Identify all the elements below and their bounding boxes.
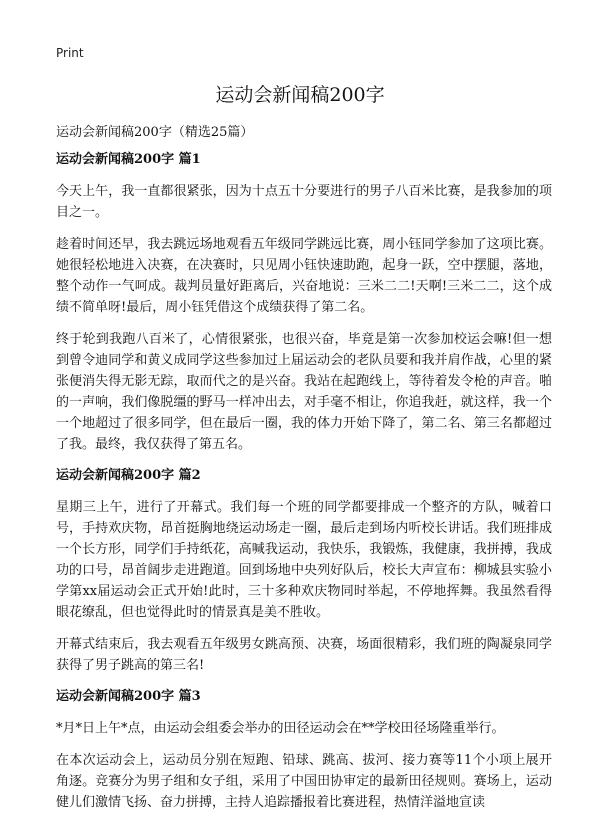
paragraph: *月*日上午*点，由运动会组委会举办的田径运动会在**学校田径场隆重举行。: [56, 721, 505, 736]
paragraph: 终于轮到我跑八百米了，心情很紧张，也很兴奋，毕竟是第一次参加校运会嘛!但一想到曾令迪同学和黄义成同学这些参加过上届运动会的老队员要和我并肩作战，心里的紧张便消失得无影无踪，取而代之的是兴奋。我站在起跑线上，等待着发令枪的声音。啪的一声响，我们像脱缰的野马一样冲出去，对手毫不相让，你追我赶，就这样，我一个一个地超过了很多同学，但在最后一圈，我的体力开始下降了，第二名、第三名都超过了我。最终，我仅获得了第五名。: [56, 332, 552, 452]
paragraph: 开幕式结束后，我去观看五年级男女跳高预、决赛，场面很精彩，我们班的陶凝泉同学获得了男子跳高的第三名!: [56, 637, 552, 673]
subtitle: 运动会新闻稿200字（精选25篇）: [56, 125, 254, 140]
article-body: [56, 150, 552, 824]
section-2: [56, 466, 552, 676]
print-link[interactable]: Print: [56, 46, 84, 60]
paragraph: 在本次运动会上，运动员分别在短跑、铅球、跳高、拔河、接力赛等11个小项上展开角逐。竞赛分为男子组和女子组，采用了中国田协审定的最新田径规则。赛场上，运动健儿们激情飞扬、奋力拼搏，主持人追踪播报着比赛进程，热情洋溢地宣读: [56, 753, 552, 810]
paragraph: 趁着时间还早，我去跳远场地观看五年级同学跳远比赛，周小钰同学参加了这项比赛。她很轻松地进入决赛，在决赛时，只见周小钰快速助跑，起身一跃，空中摆腿，落地，整个动作一气呵成。裁判员量好距离后，兴奋地说：三米二二!天啊!三米二二，这个成绩不简单呀!最后，周小钰凭借这个成绩获得了第二名。: [56, 237, 552, 315]
paragraph: 今天上午，我一直都很紧张，因为十点五十分要进行的男子八百米比赛，是我参加的项目之一。: [56, 184, 552, 220]
paragraph: 星期三上午，进行了开幕式。我们每一个班的同学都要排成一个整齐的方队，喊着口号，手持欢庆物，昂首挺胸地绕运动场走一圈，最后走到场内听校长讲话。我们班排成一个长方形，同学们手持纸花，高喊我运动，我快乐，我锻炼，我健康，我拼搏，我成功的口号，昂首阔步走进跑道。回到场地中央列好队后，校长大声宣布：柳城县实验小学第xx届运动会正式开始!此时，三十多种欢庆物同时举起，不停地挥舞。我虽然看得眼花缭乱，但也觉得此时的情景真是美不胜收。: [56, 500, 552, 620]
section-1: [56, 150, 552, 455]
section-heading: 运动会新闻稿200字 篇2: [56, 468, 201, 483]
page-title: 运动会新闻稿200字: [215, 84, 385, 106]
section-3: [56, 687, 552, 813]
section-heading: 运动会新闻稿200字 篇3: [56, 689, 201, 704]
section-heading: 运动会新闻稿200字 篇1: [56, 152, 201, 167]
